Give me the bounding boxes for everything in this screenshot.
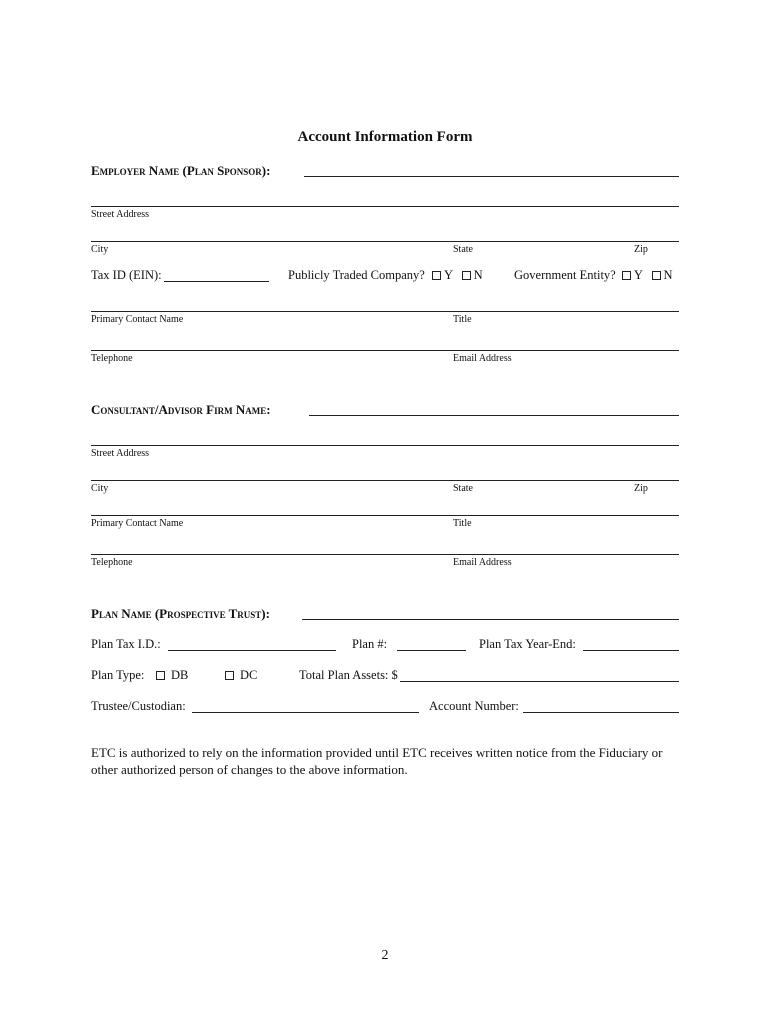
employer-name-field[interactable] bbox=[304, 176, 679, 177]
employer-email-label: Email Address bbox=[453, 353, 512, 364]
page-number: 2 bbox=[381, 948, 389, 963]
government-entity-no-checkbox[interactable] bbox=[652, 271, 661, 280]
government-entity-question bbox=[514, 268, 673, 283]
employer-city-label: City bbox=[91, 244, 109, 255]
employer-title-label: Title bbox=[453, 314, 472, 325]
publicly-traded-question bbox=[288, 268, 483, 283]
tax-id-field[interactable] bbox=[164, 281, 269, 282]
government-entity-no-label: N bbox=[663, 268, 673, 282]
consultant-primary-contact-label: Primary Contact Name bbox=[91, 518, 184, 529]
employer-contact-title-field[interactable] bbox=[91, 311, 679, 312]
consultant-firm-name-field[interactable] bbox=[309, 415, 679, 416]
plan-type-db-checkbox[interactable] bbox=[156, 671, 165, 680]
publicly-traded-yes-label: Y bbox=[443, 268, 453, 282]
plan-tax-id-field[interactable] bbox=[168, 650, 336, 651]
consultant-telephone-email-field[interactable] bbox=[91, 554, 679, 555]
consultant-zip-label: Zip bbox=[634, 483, 648, 494]
employer-telephone-email-field[interactable] bbox=[91, 350, 679, 351]
employer-city-state-zip-field[interactable] bbox=[91, 241, 679, 242]
consultant-street-address-field[interactable] bbox=[91, 445, 679, 446]
trustee-custodian-field[interactable] bbox=[192, 712, 419, 713]
publicly-traded-no-label: N bbox=[473, 268, 483, 282]
government-entity-label: Government Entity? bbox=[514, 268, 616, 282]
publicly-traded-label: Publicly Traded Company? bbox=[288, 268, 425, 282]
plan-type-label: Plan Type: bbox=[91, 668, 145, 682]
consultant-state-label: State bbox=[453, 483, 473, 494]
total-plan-assets-label: Total Plan Assets: $ bbox=[299, 668, 398, 682]
plan-type-dc-checkbox[interactable] bbox=[225, 671, 234, 680]
tax-id-label: Tax ID (EIN): bbox=[91, 268, 162, 282]
consultant-city-state-zip-field[interactable] bbox=[91, 480, 679, 481]
plan-year-end-label: Plan Tax Year-End: bbox=[479, 637, 576, 651]
publicly-traded-no-checkbox[interactable] bbox=[462, 271, 471, 280]
plan-name-heading: Plan Name (Prospective Trust): bbox=[91, 606, 270, 621]
account-number-label: Account Number: bbox=[429, 699, 519, 713]
plan-year-end-field[interactable] bbox=[583, 650, 679, 651]
employer-telephone-label: Telephone bbox=[91, 353, 133, 364]
employer-street-address-field[interactable] bbox=[91, 206, 679, 207]
consultant-city-label: City bbox=[91, 483, 109, 494]
plan-number-label: Plan #: bbox=[352, 637, 388, 651]
plan-type-dc-label: DC bbox=[240, 668, 258, 682]
consultant-contact-title-field[interactable] bbox=[91, 515, 679, 516]
employer-name-heading: Employer Name (Plan Sponsor): bbox=[91, 163, 271, 178]
plan-tax-id-label: Plan Tax I.D.: bbox=[91, 637, 161, 651]
consultant-email-label: Email Address bbox=[453, 557, 512, 568]
government-entity-yes-label: Y bbox=[633, 268, 643, 282]
consultant-telephone-label: Telephone bbox=[91, 557, 133, 568]
employer-street-address-label: Street Address bbox=[91, 209, 150, 220]
employer-zip-label: Zip bbox=[634, 244, 648, 255]
employer-state-label: State bbox=[453, 244, 473, 255]
consultant-street-address-label: Street Address bbox=[91, 448, 150, 459]
trustee-custodian-label: Trustee/Custodian: bbox=[91, 699, 186, 713]
plan-type-db-label: DB bbox=[171, 668, 189, 682]
plan-number-field[interactable] bbox=[397, 650, 466, 651]
publicly-traded-yes-checkbox[interactable] bbox=[432, 271, 441, 280]
disclaimer-paragraph: ETC is authorized to rely on the information provided until ETC receives written notice from the Fiduciary or other authorized person of changes to the above information. bbox=[91, 745, 663, 777]
account-number-field[interactable] bbox=[523, 712, 679, 713]
total-plan-assets-field[interactable] bbox=[400, 681, 679, 682]
consultant-firm-heading: Consultant/Advisor Firm Name: bbox=[91, 402, 271, 417]
employer-primary-contact-label: Primary Contact Name bbox=[91, 314, 184, 325]
form-title: Account Information Form bbox=[297, 129, 473, 145]
government-entity-yes-checkbox[interactable] bbox=[622, 271, 631, 280]
consultant-title-label: Title bbox=[453, 518, 472, 529]
plan-name-field[interactable] bbox=[302, 619, 679, 620]
